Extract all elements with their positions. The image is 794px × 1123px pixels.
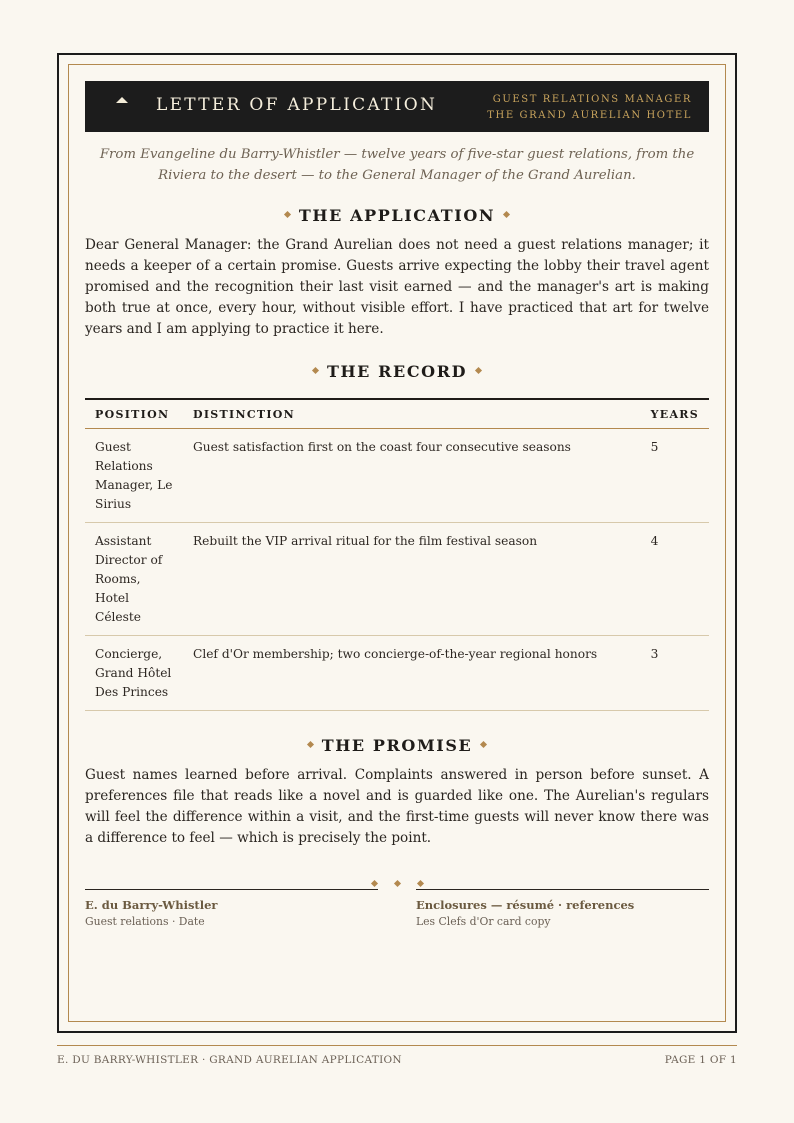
table-row xyxy=(85,523,709,636)
section-heading-label: THE PROMISE xyxy=(321,736,473,755)
column-header-position: POSITION xyxy=(95,408,170,421)
intro-text: From Evangeline du Barry-Whistler — twelve years of five-star guest relations, from the Riviera to the desert — to the General Manager of the Grand Aurelian. xyxy=(99,147,695,183)
cell-distinction: Guest satisfaction first on the coast four consecutive seasons xyxy=(193,440,571,454)
header-bar xyxy=(85,81,709,132)
header-role: GUEST RELATIONS MANAGER xyxy=(492,94,692,105)
cell-years: 3 xyxy=(650,647,659,661)
cell-position: Concierge, Grand Hôtel Des Princes xyxy=(95,647,172,699)
caret-up-icon xyxy=(116,97,128,103)
letter-content xyxy=(85,81,709,883)
signature-block xyxy=(85,889,378,928)
section-heading-record xyxy=(85,362,709,381)
cell-years: 5 xyxy=(650,440,659,454)
diamond-icon xyxy=(475,367,482,374)
column-header-distinction: DISTINCTION xyxy=(193,408,296,421)
diamond-icon xyxy=(480,741,487,748)
enclosures-subtitle: Les Clefs d'Or card copy xyxy=(416,915,551,928)
record-table xyxy=(85,398,709,711)
footer-page-number: PAGE 1 OF 1 xyxy=(664,1054,737,1066)
application-paragraph: Dear General Manager: the Grand Aurelian does not need a guest relations manager; it needs a keeper of a certain promise. Guests arrive expecting the lobby their travel agent promised and the recognition their last visit earned — and the manager's art is making both true at once, every hour, without visible effort. I have practiced that art for twelve years and I am applying to practice it here. xyxy=(85,237,709,337)
table-row xyxy=(85,429,709,523)
signer-name: E. du Barry-Whistler xyxy=(85,898,218,912)
signer-subtitle: Guest relations · Date xyxy=(85,915,205,928)
enclosures-title: Enclosures — résumé · references xyxy=(416,898,635,912)
table-row xyxy=(85,636,709,711)
section-heading-promise xyxy=(85,736,709,755)
enclosures-line xyxy=(416,889,709,890)
header-hotel: THE GRAND AURELIAN HOTEL xyxy=(487,110,692,121)
diamond-icon xyxy=(307,741,314,748)
ornament-divider xyxy=(85,871,709,883)
document-title: LETTER OF APPLICATION xyxy=(156,95,438,115)
enclosures-block xyxy=(416,889,709,928)
table-header-row xyxy=(85,399,709,429)
header-recipient xyxy=(487,92,692,124)
promise-paragraph: Guest names learned before arrival. Complaints answered in person before sunset. A preferences file that reads like a novel and is guarded like one. The Aurelian's regulars will feel the difference within a visit, and the first-time guests will never know there was a difference to feel — which is precisely the point. xyxy=(85,767,709,846)
footer-divider xyxy=(57,1045,737,1046)
diamond-icon xyxy=(503,211,510,218)
cell-position: Assistant Director of Rooms, Hotel Céleste xyxy=(95,534,163,624)
signature-line xyxy=(85,889,378,890)
section-heading-label: THE APPLICATION xyxy=(298,206,496,225)
diamond-icon xyxy=(284,211,291,218)
cell-years: 4 xyxy=(650,534,659,548)
cell-position: Guest Relations Manager, Le Sirius xyxy=(95,440,173,511)
cell-distinction: Clef d'Or membership; two concierge-of-the-year regional honors xyxy=(193,647,598,661)
cell-distinction: Rebuilt the VIP arrival ritual for the film festival season xyxy=(193,534,538,548)
column-header-years: YEARS xyxy=(650,408,699,421)
section-heading-label: THE RECORD xyxy=(326,362,468,381)
diamond-icon xyxy=(312,367,319,374)
section-heading-application xyxy=(85,206,709,225)
footer-document-label: E. DU BARRY-WHISTLER · GRAND AURELIAN APPLICATION xyxy=(57,1054,402,1066)
